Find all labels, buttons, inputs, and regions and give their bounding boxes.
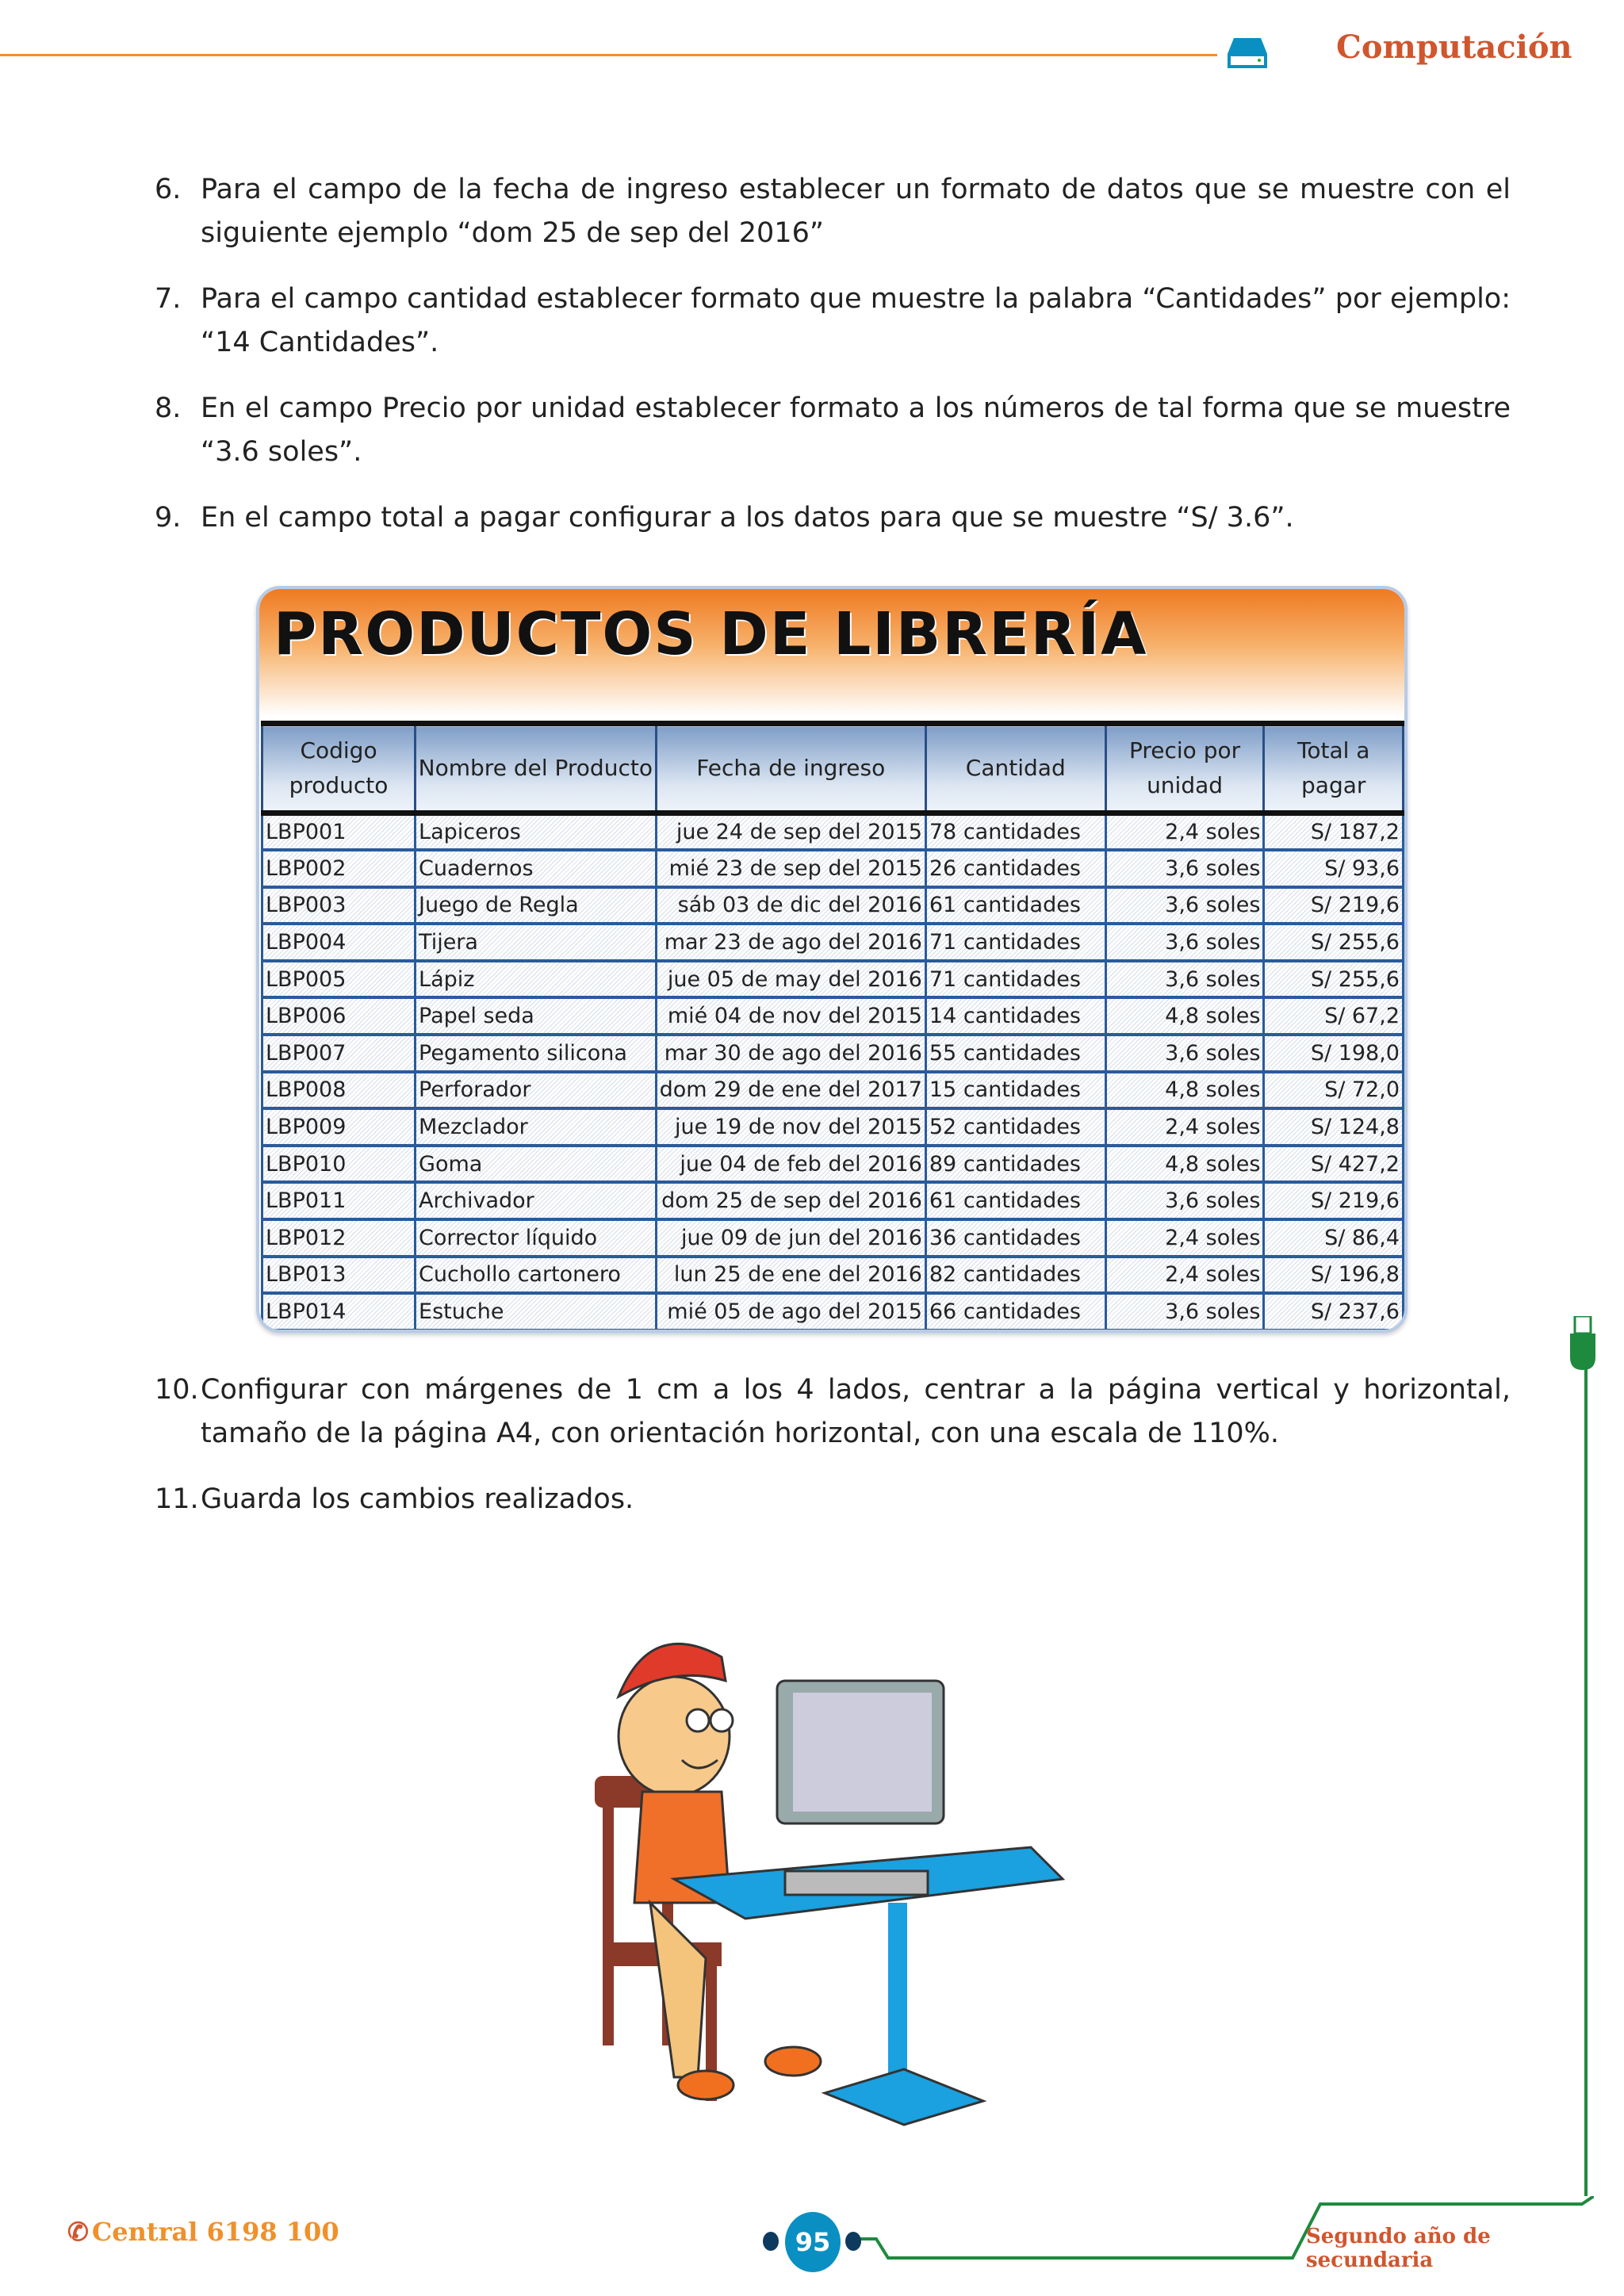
table-cell: 66 cantidades (925, 1293, 1105, 1330)
page-dot-right (845, 2232, 861, 2251)
column-header: Fecha de ingreso (656, 724, 925, 813)
item-text: En el campo total a pagar configurar a los datos para que se muestre “S/ 3.6”. (201, 502, 1294, 534)
column-header: Total a pagar (1264, 724, 1404, 813)
table-cell: Tijera (416, 924, 657, 961)
table-cell: Juego de Regla (416, 887, 657, 924)
table-cell: LBP006 (262, 997, 416, 1035)
table-cell: LBP009 (262, 1108, 416, 1146)
instruction-item (155, 168, 1511, 255)
table-cell: LBP013 (262, 1257, 416, 1294)
table-cell: 3,6 soles (1105, 887, 1264, 924)
table-cell: mar 30 de ago del 2016 (656, 1035, 925, 1072)
table-cell: jue 24 de sep del 2015 (656, 813, 925, 851)
item-number: 11. (155, 1483, 199, 1515)
table-cell: LBP008 (262, 1072, 416, 1109)
table-cell: S/ 198,0 (1264, 1035, 1404, 1072)
table-row (262, 1108, 1404, 1146)
instruction-item (155, 496, 1511, 540)
table-cell: 82 cantidades (925, 1257, 1105, 1294)
table-cell: S/ 427,2 (1264, 1146, 1404, 1183)
item-text: Para el campo de la fecha de ingreso establecer un formato de datos que se muestre con el siguiente ejemplo “dom 25 de sep del 2016” (201, 174, 1511, 249)
table-cell: LBP001 (262, 813, 416, 851)
column-header: Nombre del Producto (416, 724, 657, 813)
table-cell: Perforador (416, 1072, 657, 1109)
instruction-item (155, 1478, 1511, 1521)
table-title-band (259, 589, 1404, 716)
table-row (262, 1146, 1404, 1183)
table-cell: LBP011 (262, 1182, 416, 1219)
item-number: 10. (155, 1374, 199, 1406)
item-text: En el campo Precio por unidad establecer formato a los números de tal forma que se muestre “3.6 soles”. (201, 392, 1511, 468)
phone-text: Central 6198 100 (91, 2217, 339, 2247)
table-cell: LBP002 (262, 850, 416, 887)
table-cell: mar 23 de ago del 2016 (656, 924, 925, 961)
table-row (262, 1035, 1404, 1072)
table-cell: S/ 72,0 (1264, 1072, 1404, 1109)
table-cell: 55 cantidades (925, 1035, 1105, 1072)
item-text: Para el campo cantidad establecer formato que muestre la palabra “Cantidades” por ejemplo: “14 Cantidades”. (201, 283, 1511, 358)
decorative-green-line (1584, 1364, 1588, 2196)
item-number: 6. (155, 174, 182, 205)
table-cell: 15 cantidades (925, 1072, 1105, 1109)
table-row (262, 1072, 1404, 1109)
instruction-list-a (155, 168, 1511, 562)
table-row (262, 1293, 1404, 1330)
table-cell: 2,4 soles (1105, 813, 1264, 851)
item-number: 8. (155, 392, 182, 424)
table-cell: LBP010 (262, 1146, 416, 1183)
table-cell: S/ 124,8 (1264, 1108, 1404, 1146)
table-cell: S/ 86,4 (1264, 1219, 1404, 1257)
table-cell: Mezclador (416, 1108, 657, 1146)
boy-at-computer-illustration (587, 1617, 1078, 2133)
table-cell: S/ 196,8 (1264, 1257, 1404, 1294)
table-cell: S/ 219,6 (1264, 1182, 1404, 1219)
table-title: PRODUCTOS DE LIBRERÍA (274, 600, 1148, 668)
table-cell: 36 cantidades (925, 1219, 1105, 1257)
table-cell: 3,6 soles (1105, 1035, 1264, 1072)
table-cell: lun 25 de ene del 2016 (656, 1257, 925, 1294)
table-cell: 4,8 soles (1105, 1146, 1264, 1183)
table-cell: 78 cantidades (925, 813, 1105, 851)
table-row (262, 1257, 1404, 1294)
table-cell: sáb 03 de dic del 2016 (656, 887, 925, 924)
table-cell: 71 cantidades (925, 924, 1105, 961)
page-dot-left (763, 2232, 779, 2251)
table-cell: S/ 255,6 (1264, 924, 1404, 961)
table-cell: Corrector líquido (416, 1219, 657, 1257)
table-cell: Lápiz (416, 961, 657, 998)
table-row (262, 997, 1404, 1035)
table-cell: 3,6 soles (1105, 961, 1264, 998)
table-cell: 3,6 soles (1105, 924, 1264, 961)
table-cell: dom 29 de ene del 2017 (656, 1072, 925, 1109)
footer-grade: Segundo año de secundaria (1306, 2225, 1491, 2272)
table-cell: Cuadernos (416, 850, 657, 887)
table-cell: jue 19 de nov del 2015 (656, 1108, 925, 1146)
table-cell: LBP012 (262, 1219, 416, 1257)
instruction-item (155, 387, 1511, 474)
table-cell: 4,8 soles (1105, 1072, 1264, 1109)
table-cell: jue 04 de feb del 2016 (656, 1146, 925, 1183)
table-cell: Papel seda (416, 997, 657, 1035)
table-row (262, 1182, 1404, 1219)
table-cell: 61 cantidades (925, 1182, 1105, 1219)
instruction-item (155, 277, 1511, 365)
table-cell: 71 cantidades (925, 961, 1105, 998)
column-header: Precio por unidad (1105, 724, 1264, 813)
table-cell: 2,4 soles (1105, 1257, 1264, 1294)
item-number: 7. (155, 283, 182, 315)
table-cell: jue 05 de may del 2016 (656, 961, 925, 998)
table-cell: 3,6 soles (1105, 1182, 1264, 1219)
table-cell: LBP003 (262, 887, 416, 924)
column-header: Cantidad (925, 724, 1105, 813)
usb-drive-icon (1568, 1316, 1597, 1372)
instruction-list-b (155, 1368, 1511, 1544)
table-cell: Estuche (416, 1293, 657, 1330)
table-cell: 14 cantidades (925, 997, 1105, 1035)
item-text: Configurar con márgenes de 1 cm a los 4 lados, centrar a la página vertical y horizontal, tamaño de la página A4, con orientación horizontal, con una escala de 110%. (201, 1374, 1511, 1449)
table-cell: Pegamento silicona (416, 1035, 657, 1072)
table-row (262, 850, 1404, 887)
table-cell: S/ 237,6 (1264, 1293, 1404, 1330)
instruction-item (155, 1368, 1511, 1456)
page-number: 95 (785, 2212, 841, 2272)
table-cell: 4,8 soles (1105, 997, 1264, 1035)
table-cell: mié 04 de nov del 2015 (656, 997, 925, 1035)
table-cell: LBP005 (262, 961, 416, 998)
products-table-image (256, 586, 1408, 1333)
table-cell: 3,6 soles (1105, 1293, 1264, 1330)
table-cell: Archivador (416, 1182, 657, 1219)
item-number: 9. (155, 502, 182, 534)
table-cell: Lapiceros (416, 813, 657, 851)
table-cell: LBP014 (262, 1293, 416, 1330)
phone-icon: ✆ (67, 2217, 89, 2247)
footer-phone (67, 2217, 339, 2247)
table-cell: 2,4 soles (1105, 1219, 1264, 1257)
table-row (262, 924, 1404, 961)
table-cell: Cuchollo cartonero (416, 1257, 657, 1294)
table-cell: 52 cantidades (925, 1108, 1105, 1146)
table-cell: 3,6 soles (1105, 850, 1264, 887)
table-cell: LBP007 (262, 1035, 416, 1072)
table-cell: 26 cantidades (925, 850, 1105, 887)
table-cell: mié 05 de ago del 2015 (656, 1293, 925, 1330)
item-text: Guarda los cambios realizados. (201, 1483, 634, 1515)
table-cell: S/ 67,2 (1264, 997, 1404, 1035)
table-cell: S/ 255,6 (1264, 961, 1404, 998)
table-cell: 2,4 soles (1105, 1108, 1264, 1146)
table-cell: S/ 219,6 (1264, 887, 1404, 924)
table-cell: mié 23 de sep del 2015 (656, 850, 925, 887)
table-row (262, 961, 1404, 998)
table-cell: LBP004 (262, 924, 416, 961)
table-row (262, 813, 1404, 851)
table-cell: dom 25 de sep del 2016 (656, 1182, 925, 1219)
table-cell: jue 09 de jun del 2016 (656, 1219, 925, 1257)
table-cell: 89 cantidades (925, 1146, 1105, 1183)
subject-title: Computación (1336, 29, 1572, 66)
column-header: Codigo producto (262, 724, 416, 813)
table-cell: S/ 187,2 (1264, 813, 1404, 851)
table-cell: 61 cantidades (925, 887, 1105, 924)
table-row (262, 1219, 1404, 1257)
header-rule (0, 54, 1217, 56)
table-cell: S/ 93,6 (1264, 850, 1404, 887)
table-row (262, 887, 1404, 924)
table-cell: Goma (416, 1146, 657, 1183)
hard-drive-icon (1228, 38, 1267, 68)
products-table (261, 721, 1404, 1331)
